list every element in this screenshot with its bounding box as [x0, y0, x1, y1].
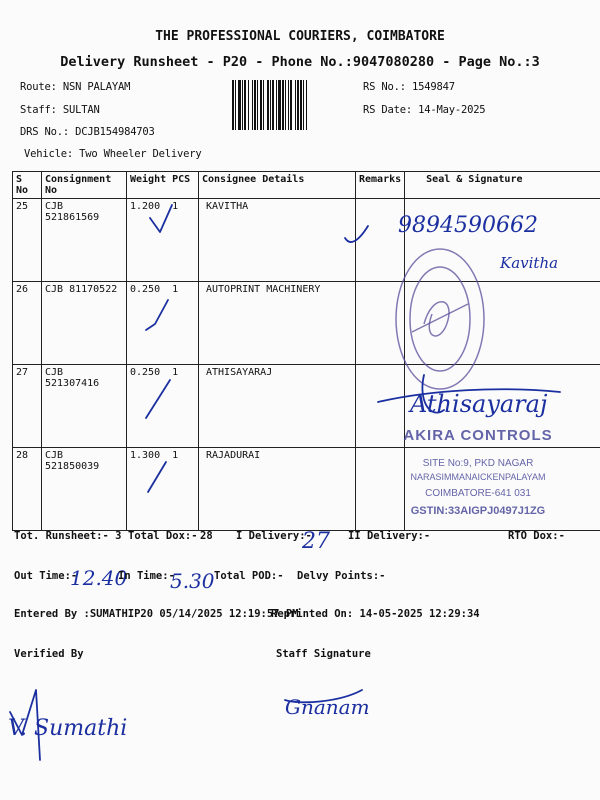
- row-consignment: CJB 521307416: [42, 365, 127, 448]
- company-address-stamp: [398, 427, 558, 517]
- row-weight-pcs: 0.250 1: [127, 365, 199, 448]
- handwritten-out-time: 12.40: [70, 566, 128, 590]
- row-consignee: KAVITHA: [199, 199, 356, 282]
- stamp-gstin: GSTIN:33AIGPJ0497J1ZG: [410, 505, 546, 517]
- row-sno: 25: [13, 199, 42, 282]
- handwritten-phone: 9894590662: [398, 213, 538, 238]
- rs-number: RS No.: 1549847: [363, 81, 455, 93]
- staff-signature-label: Staff Signature: [276, 648, 371, 660]
- row-sno: 27: [13, 365, 42, 448]
- stamp-address-line3: COIMBATORE-641 031: [425, 488, 531, 499]
- runsheet-subtitle: Delivery Runsheet - P20 - Phone No.:9047080280 - Page No.:3: [60, 54, 540, 70]
- total-dox-label: Total Dox:-: [128, 530, 198, 542]
- row-consignment: CJB 521861569: [42, 199, 127, 282]
- verified-by-label: Verified By: [14, 648, 84, 660]
- stamp-company-name: AKIRA CONTROLS: [403, 427, 553, 444]
- staff-signature: Gnanam: [285, 695, 370, 719]
- entered-by: Entered By :SUMATHIP20 05/14/2025 12:19:57 PM: [14, 608, 299, 620]
- row-weight-pcs: 1.300 1: [127, 448, 199, 531]
- drs-number: DRS No.: DCJB154984703: [20, 126, 155, 138]
- vehicle-label: Vehicle: Two Wheeler Delivery: [24, 148, 202, 160]
- document-title: THE PROFESSIONAL COURIERS, COIMBATORE: [155, 29, 445, 44]
- row-consignee: AUTOPRINT MACHINERY: [199, 282, 356, 365]
- ii-delivery-label: II Delivery:-: [348, 530, 431, 542]
- handwritten-i-delivery: 27: [302, 529, 330, 554]
- row-sno: 28: [13, 448, 42, 531]
- in-time-label: In Time:-: [118, 570, 175, 582]
- row-consignee: ATHISAYARAJ: [199, 365, 356, 448]
- col-consignee: Consignee Details: [199, 172, 356, 199]
- rs-date: RS Date: 14-May-2025: [363, 104, 486, 116]
- col-seal-signature: Seal & Signature: [405, 172, 600, 199]
- total-pod-label: Total POD:-: [214, 570, 284, 582]
- stamp-address-line2: NARASIMMANAICKENPALAYAM: [410, 472, 546, 482]
- handwritten-recipient-name: Kavitha: [500, 254, 559, 272]
- row-consignee: RAJADURAI: [199, 448, 356, 531]
- row-weight-pcs: 0.250 1: [127, 282, 199, 365]
- reprinted-on: Reprinted On: 14-05-2025 12:29:34: [271, 608, 480, 620]
- stamp-address-line1: SITE No:9, PKD NAGAR: [422, 458, 534, 469]
- tick-mark: [146, 380, 170, 418]
- handwritten-recipient-signature: Athisayaraj: [410, 390, 548, 418]
- total-dox-value: 28: [200, 530, 213, 542]
- tick-mark: [345, 226, 368, 242]
- col-consignment: Consignment No: [42, 172, 127, 199]
- verifier-signature: V. Sumathi: [8, 716, 128, 741]
- row-consignment: CJB 81170522: [42, 282, 127, 365]
- col-sno: S No: [13, 172, 42, 199]
- handwritten-in-time: 5.30: [170, 569, 215, 593]
- total-runsheet: Tot. Runsheet:- 3: [14, 530, 122, 542]
- col-remarks: Remarks: [356, 172, 405, 199]
- staff-label: Staff: SULTAN: [20, 104, 100, 116]
- out-time-label: Out Time:-: [14, 570, 78, 582]
- row-weight-pcs: 1.200 1: [127, 199, 199, 282]
- row-consignment: CJB 521850039: [42, 448, 127, 531]
- tick-mark: [148, 462, 166, 492]
- i-delivery-label: I Delivery:-: [236, 530, 312, 542]
- delvy-points-label: Delvy Points:-: [297, 570, 386, 582]
- tick-mark: [146, 300, 168, 330]
- tick-mark: [150, 205, 172, 232]
- rto-dox-label: RTO Dox:-: [508, 530, 565, 542]
- col-weight-pcs: Weight PCS: [127, 172, 199, 199]
- row-sno: 26: [13, 282, 42, 365]
- route-label: Route: NSN PALAYAM: [20, 81, 131, 93]
